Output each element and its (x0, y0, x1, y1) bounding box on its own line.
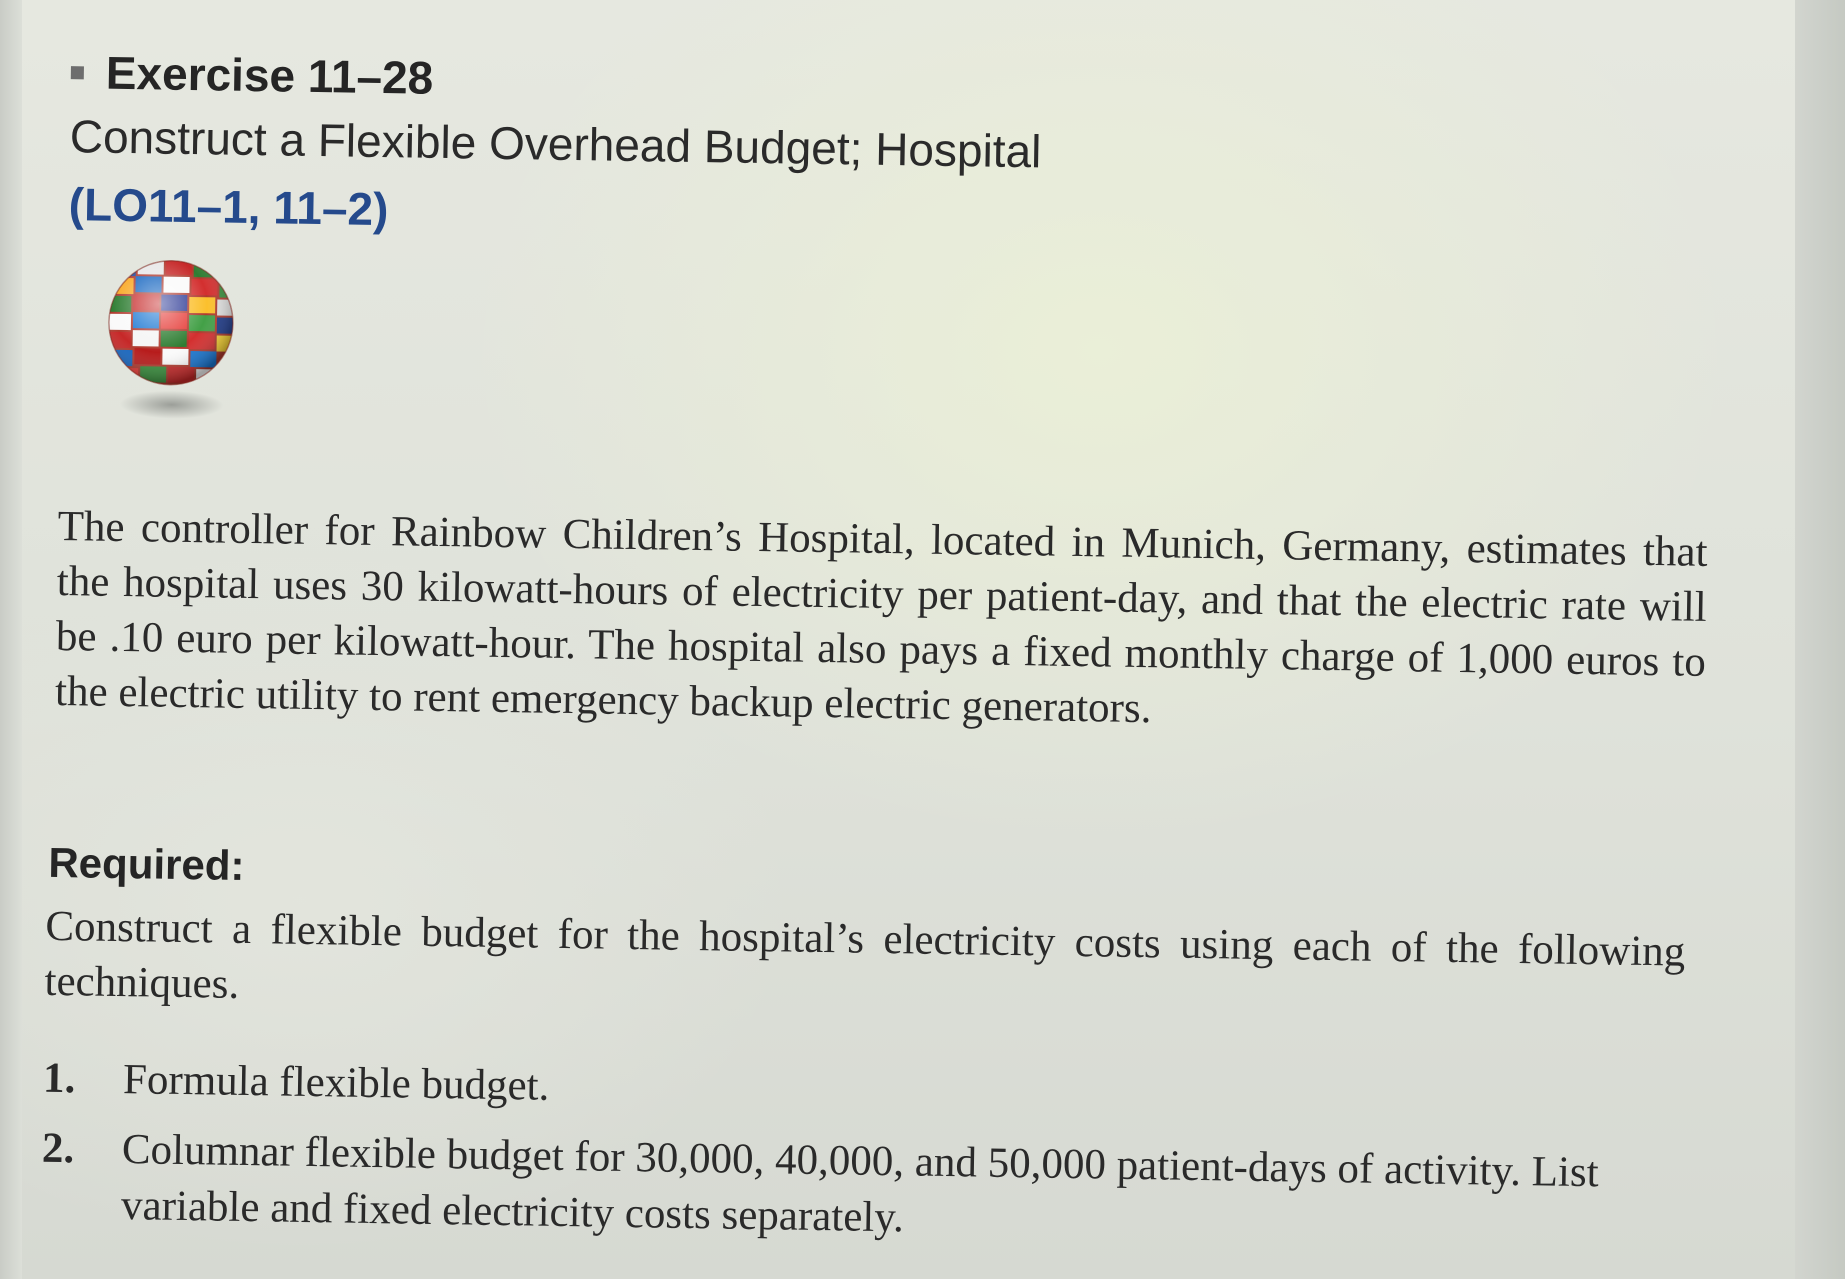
required-heading: Required: (48, 838, 245, 889)
exercise-header (70, 45, 433, 105)
list-item-number: 1. (42, 1054, 76, 1103)
required-instructions: Construct a flexible budget for the hospital’s electricity costs using each of the following techniques. (44, 902, 1686, 1008)
learning-objectives: (LO11–1, 11–2) (68, 178, 389, 236)
list-item (41, 1121, 1683, 1259)
problem-paragraph: The controller for Rainbow Children’s Hospital, located in Munich, Germany, estimates that the hospital uses 30 kilowatt-hours of electricity per patient-day, and that the electric rate will be .10 euro per kilowatt-hour. The hospital also pays a fixed monthly charge of 1,000 euros to the electric utility to rent emergency backup electric generators. (54, 502, 1708, 733)
globe-flags-icon (101, 254, 244, 436)
list-item-text: Formula flexible budget. (122, 1056, 550, 1110)
square-bullet-icon (71, 66, 84, 79)
list-item-text: Columnar flexible budget for 30,000, 40,000, and 50,000 patient-days of activity. List variable and fixed electricity costs separately. (120, 1126, 1600, 1242)
list-item (43, 1051, 1684, 1133)
list-item-number: 2. (41, 1124, 75, 1173)
exercise-number: Exercise 11–28 (105, 46, 434, 104)
exercise-title: Construct a Flexible Overhead Budget; Hospital (69, 110, 1042, 178)
